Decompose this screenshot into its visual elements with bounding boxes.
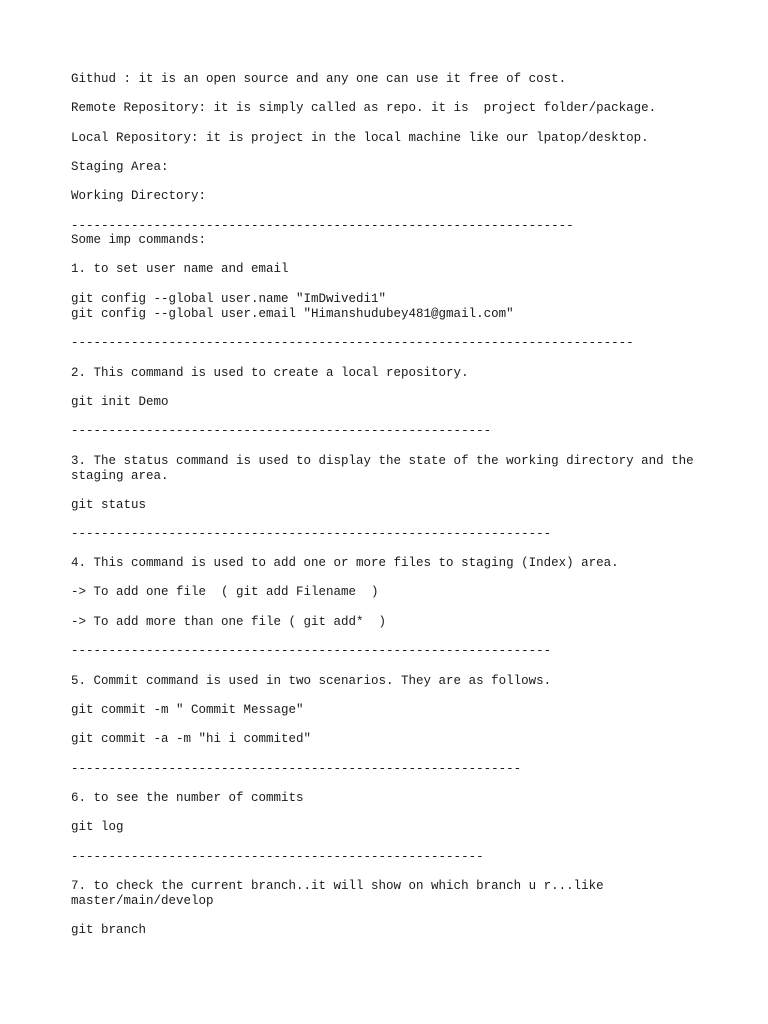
text-line-step-1: 1. to set user name and email [71,262,289,276]
text-line-working-directory: Working Directory: [71,189,207,203]
command-line-config-email: git config --global user.email "Himanshudubey481@gmail.com" [71,307,514,321]
command-line-git-init: git init Demo [71,395,169,409]
command-line-config-name: git config --global user.name "ImDwivedi1" [71,292,387,306]
text-line-local-repository: Local Repository: it is project in the local machine like our lpatop/desktop. [71,131,649,145]
command-line-git-branch: git branch [71,923,147,937]
command-line-git-commit-a: git commit -a -m "hi i commited" [71,732,312,746]
text-line-step-6: 6. to see the number of commits [71,791,304,805]
text-line-github-definition: Githud : it is an open source and any one can use it free of cost. [71,72,567,86]
text-line-staging-area: Staging Area: [71,160,169,174]
text-line-add-multiple-files: -> To add more than one file ( git add* ) [71,615,387,629]
divider-line: ---------------------------------------------------------------- [71,527,552,541]
text-line-step-4: 4. This command is used to add one or more files to staging (Index) area. [71,556,619,570]
divider-line: ---------------------------------------------------------------- [71,644,552,658]
text-line-add-one-file: -> To add one file ( git add Filename ) [71,585,379,599]
text-line-remote-repository: Remote Repository: it is simply called as repo. it is project folder/package. [71,101,657,115]
command-line-git-log: git log [71,820,124,834]
text-line-step-7: 7. to check the current branch..it will show on which branch u r...like [71,879,604,893]
text-line-step-7-continued: master/main/develop [71,894,214,908]
command-line-git-commit-m: git commit -m " Commit Message" [71,703,304,717]
divider-line: -------------------------------------------------------- [71,424,492,438]
command-line-git-status: git status [71,498,147,512]
text-line-step-2: 2. This command is used to create a local repository. [71,366,469,380]
divider-line: --------------------------------------------------------------------------- [71,336,634,350]
divider-line: ------------------------------------------------------------------- [71,219,574,233]
divider-line: ------------------------------------------------------- [71,850,484,864]
text-line-step-5: 5. Commit command is used in two scenarios. They are as follows. [71,674,552,688]
section-heading-commands: Some imp commands: [71,233,207,247]
divider-line: ------------------------------------------------------------ [71,762,522,776]
text-line-step-3-continued: staging area. [71,469,169,483]
text-line-step-3: 3. The status command is used to display the state of the working directory and the [71,454,694,468]
